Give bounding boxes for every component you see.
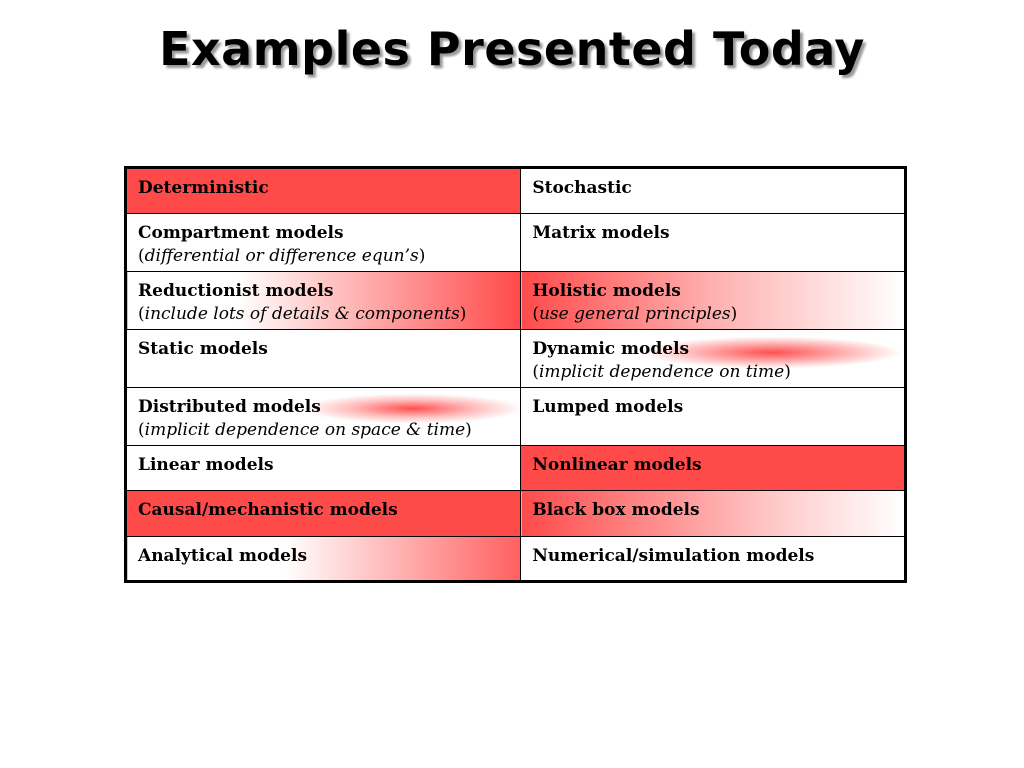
cell-sub-label: (use general principles) (532, 304, 738, 324)
cell-main-label: Linear models (138, 455, 274, 475)
cell-sub-label: (differential or difference equn’s) (138, 246, 426, 266)
cell-black-box-models (521, 491, 906, 537)
cell-stochastic (521, 168, 906, 214)
table-row-6 (126, 491, 906, 537)
cell-distributed-models (126, 388, 521, 446)
model-types-table (124, 166, 907, 583)
cell-main-label: Black box models (532, 500, 700, 520)
cell-main-label: Dynamic models (532, 339, 690, 359)
cell-holistic-models (521, 272, 906, 330)
cell-reductionist-models (126, 272, 521, 330)
cell-main-label: Numerical/simulation models (532, 546, 815, 566)
cell-main-label: Holistic models (532, 281, 681, 301)
cell-main-label: Deterministic (138, 178, 269, 198)
cell-linear-models (126, 446, 521, 491)
cell-main-label: Causal/mechanistic models (138, 500, 398, 520)
cell-main-label: Stochastic (532, 178, 632, 198)
cell-main-label: Analytical models (138, 546, 308, 566)
cell-sub-label: (implicit dependence on time) (532, 362, 791, 382)
cell-main-label: Distributed models (138, 397, 321, 417)
cell-analytical-models (126, 537, 521, 582)
table-row-1 (126, 214, 906, 272)
cell-dynamic-models (521, 330, 906, 388)
cell-main-label: Nonlinear models (532, 455, 702, 475)
cell-matrix-models (521, 214, 906, 272)
table-row-2 (126, 272, 906, 330)
cell-causal-mechanistic-models (126, 491, 521, 537)
table-row-5 (126, 446, 906, 491)
cell-main-label: Static models (138, 339, 268, 359)
cell-main-label: Lumped models (532, 397, 684, 417)
cell-nonlinear-models (521, 446, 906, 491)
cell-compartment-models (126, 214, 521, 272)
cell-sub-label: (implicit dependence on space & time) (138, 420, 472, 440)
table-row-0 (126, 168, 906, 214)
table-row-7 (126, 537, 906, 582)
cell-main-label: Matrix models (532, 223, 670, 243)
cell-main-label: Compartment models (138, 223, 344, 243)
cell-main-label: Reductionist models (138, 281, 334, 301)
cell-lumped-models (521, 388, 906, 446)
cell-static-models (126, 330, 521, 388)
cell-numerical-simulation-models (521, 537, 906, 582)
cell-deterministic (126, 168, 521, 214)
table-row-3 (126, 330, 906, 388)
slide-title: Examples Presented Today (159, 22, 865, 76)
cell-sub-label: (include lots of details & components) (138, 304, 467, 324)
table-row-4 (126, 388, 906, 446)
